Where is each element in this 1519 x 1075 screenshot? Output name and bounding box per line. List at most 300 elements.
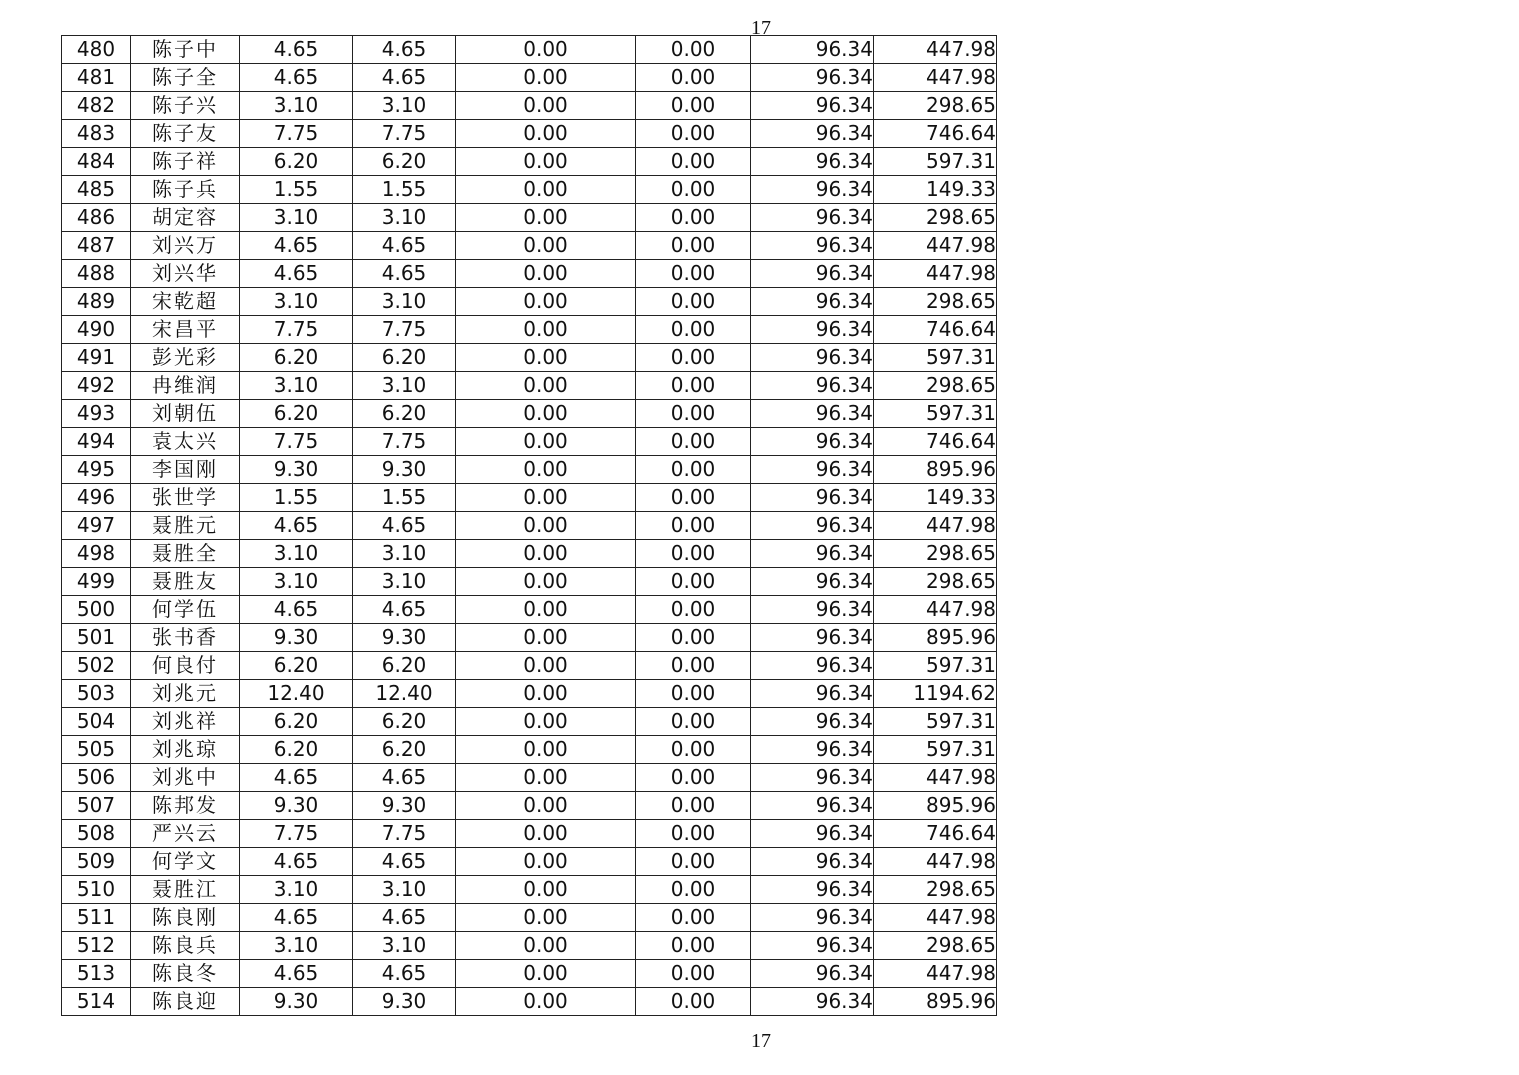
value-cell-b: 9.30 [353,456,456,484]
row-number-cell: 500 [62,596,131,624]
value-cell-c: 0.00 [456,344,636,372]
value-cell-a: 9.30 [240,624,353,652]
value-cell-a: 3.10 [240,92,353,120]
name-cell: 刘兆祥 [131,708,240,736]
value-cell-d: 0.00 [636,988,751,1016]
value-cell-c: 0.00 [456,232,636,260]
rate-cell: 96.34 [751,372,874,400]
value-cell-b: 9.30 [353,792,456,820]
name-cell: 陈子祥 [131,148,240,176]
rate-cell: 96.34 [751,904,874,932]
value-cell-d: 0.00 [636,400,751,428]
name-cell: 宋乾超 [131,288,240,316]
value-cell-a: 3.10 [240,288,353,316]
value-cell-d: 0.00 [636,456,751,484]
row-number-cell: 499 [62,568,131,596]
value-cell-c: 0.00 [456,568,636,596]
value-cell-d: 0.00 [636,736,751,764]
value-cell-a: 4.65 [240,232,353,260]
name-cell: 聂胜友 [131,568,240,596]
value-cell-a: 4.65 [240,512,353,540]
table-row [62,372,997,400]
table-row [62,400,997,428]
rate-cell: 96.34 [751,484,874,512]
row-number-cell: 481 [62,64,131,92]
table-row [62,36,997,64]
value-cell-b: 3.10 [353,288,456,316]
value-cell-b: 3.10 [353,540,456,568]
table-row [62,680,997,708]
value-cell-b: 6.20 [353,708,456,736]
name-cell: 刘兆琼 [131,736,240,764]
table-row [62,596,997,624]
name-cell: 何良付 [131,652,240,680]
table-row [62,876,997,904]
name-cell: 冉维润 [131,372,240,400]
value-cell-b: 6.20 [353,148,456,176]
value-cell-b: 4.65 [353,764,456,792]
value-cell-a: 4.65 [240,260,353,288]
amount-cell: 298.65 [874,92,997,120]
table-row [62,624,997,652]
value-cell-b: 7.75 [353,120,456,148]
amount-cell: 597.31 [874,708,997,736]
value-cell-a: 4.65 [240,764,353,792]
rate-cell: 96.34 [751,232,874,260]
value-cell-c: 0.00 [456,120,636,148]
amount-cell: 895.96 [874,456,997,484]
value-cell-a: 6.20 [240,400,353,428]
table-row [62,820,997,848]
value-cell-a: 7.75 [240,120,353,148]
value-cell-d: 0.00 [636,568,751,596]
row-number-cell: 484 [62,148,131,176]
value-cell-d: 0.00 [636,904,751,932]
name-cell: 陈子中 [131,36,240,64]
value-cell-b: 4.65 [353,260,456,288]
value-cell-a: 4.65 [240,64,353,92]
rate-cell: 96.34 [751,932,874,960]
table-row [62,176,997,204]
value-cell-c: 0.00 [456,36,636,64]
amount-cell: 895.96 [874,792,997,820]
value-cell-b: 4.65 [353,596,456,624]
amount-cell: 746.64 [874,820,997,848]
rate-cell: 96.34 [751,596,874,624]
amount-cell: 447.98 [874,960,997,988]
rate-cell: 96.34 [751,92,874,120]
value-cell-a: 3.10 [240,932,353,960]
value-cell-b: 4.65 [353,848,456,876]
rate-cell: 96.34 [751,204,874,232]
value-cell-c: 0.00 [456,148,636,176]
value-cell-c: 0.00 [456,680,636,708]
name-cell: 陈邦发 [131,792,240,820]
name-cell: 刘兆元 [131,680,240,708]
value-cell-d: 0.00 [636,932,751,960]
name-cell: 陈子兵 [131,176,240,204]
table-row [62,260,997,288]
value-cell-b: 4.65 [353,64,456,92]
name-cell: 聂胜元 [131,512,240,540]
row-number-cell: 480 [62,36,131,64]
table-row [62,960,997,988]
table-row [62,92,997,120]
rate-cell: 96.34 [751,400,874,428]
name-cell: 陈良兵 [131,932,240,960]
row-number-cell: 509 [62,848,131,876]
value-cell-b: 12.40 [353,680,456,708]
value-cell-a: 3.10 [240,568,353,596]
name-cell: 张世学 [131,484,240,512]
amount-cell: 597.31 [874,148,997,176]
amount-cell: 597.31 [874,736,997,764]
value-cell-a: 6.20 [240,708,353,736]
amount-cell: 298.65 [874,540,997,568]
value-cell-a: 4.65 [240,596,353,624]
amount-cell: 597.31 [874,652,997,680]
table-row [62,540,997,568]
amount-cell: 149.33 [874,176,997,204]
row-number-cell: 514 [62,988,131,1016]
value-cell-d: 0.00 [636,344,751,372]
value-cell-a: 7.75 [240,820,353,848]
data-table [61,35,997,1016]
value-cell-c: 0.00 [456,988,636,1016]
value-cell-b: 3.10 [353,876,456,904]
row-number-cell: 483 [62,120,131,148]
value-cell-c: 0.00 [456,316,636,344]
table-row [62,316,997,344]
value-cell-a: 7.75 [240,316,353,344]
value-cell-b: 9.30 [353,624,456,652]
amount-cell: 447.98 [874,64,997,92]
amount-cell: 895.96 [874,988,997,1016]
value-cell-d: 0.00 [636,540,751,568]
amount-cell: 447.98 [874,596,997,624]
amount-cell: 298.65 [874,876,997,904]
rate-cell: 96.34 [751,764,874,792]
value-cell-a: 6.20 [240,148,353,176]
value-cell-c: 0.00 [456,652,636,680]
rate-cell: 96.34 [751,288,874,316]
rate-cell: 96.34 [751,120,874,148]
value-cell-c: 0.00 [456,848,636,876]
value-cell-a: 3.10 [240,204,353,232]
value-cell-c: 0.00 [456,596,636,624]
amount-cell: 447.98 [874,36,997,64]
value-cell-b: 1.55 [353,176,456,204]
table-body [62,36,997,1016]
table-row [62,736,997,764]
value-cell-c: 0.00 [456,428,636,456]
name-cell: 李国刚 [131,456,240,484]
value-cell-c: 0.00 [456,372,636,400]
row-number-cell: 490 [62,316,131,344]
table-row [62,904,997,932]
amount-cell: 298.65 [874,568,997,596]
table-row [62,792,997,820]
value-cell-c: 0.00 [456,876,636,904]
value-cell-b: 7.75 [353,820,456,848]
amount-cell: 447.98 [874,512,997,540]
name-cell: 何学文 [131,848,240,876]
value-cell-b: 6.20 [353,736,456,764]
row-number-cell: 495 [62,456,131,484]
value-cell-b: 4.65 [353,512,456,540]
row-number-cell: 492 [62,372,131,400]
value-cell-a: 7.75 [240,428,353,456]
name-cell: 张书香 [131,624,240,652]
table-row [62,456,997,484]
value-cell-d: 0.00 [636,204,751,232]
row-number-cell: 491 [62,344,131,372]
value-cell-c: 0.00 [456,400,636,428]
value-cell-d: 0.00 [636,624,751,652]
value-cell-c: 0.00 [456,288,636,316]
amount-cell: 1194.62 [874,680,997,708]
rate-cell: 96.34 [751,680,874,708]
rate-cell: 96.34 [751,64,874,92]
value-cell-d: 0.00 [636,652,751,680]
row-number-cell: 494 [62,428,131,456]
value-cell-c: 0.00 [456,64,636,92]
row-number-cell: 501 [62,624,131,652]
value-cell-c: 0.00 [456,820,636,848]
name-cell: 袁太兴 [131,428,240,456]
value-cell-d: 0.00 [636,232,751,260]
value-cell-a: 3.10 [240,372,353,400]
value-cell-b: 4.65 [353,960,456,988]
table-row [62,568,997,596]
value-cell-c: 0.00 [456,260,636,288]
amount-cell: 597.31 [874,400,997,428]
value-cell-d: 0.00 [636,680,751,708]
row-number-cell: 498 [62,540,131,568]
row-number-cell: 503 [62,680,131,708]
value-cell-c: 0.00 [456,176,636,204]
value-cell-d: 0.00 [636,708,751,736]
amount-cell: 895.96 [874,624,997,652]
table-row [62,484,997,512]
value-cell-d: 0.00 [636,92,751,120]
value-cell-b: 3.10 [353,568,456,596]
amount-cell: 746.64 [874,316,997,344]
table-row [62,204,997,232]
table-row [62,848,997,876]
row-number-cell: 512 [62,932,131,960]
row-number-cell: 496 [62,484,131,512]
row-number-cell: 511 [62,904,131,932]
value-cell-d: 0.00 [636,148,751,176]
value-cell-b: 6.20 [353,652,456,680]
value-cell-a: 9.30 [240,456,353,484]
rate-cell: 96.34 [751,148,874,176]
value-cell-d: 0.00 [636,428,751,456]
page-number-top: 17 [751,17,771,39]
value-cell-d: 0.00 [636,176,751,204]
name-cell: 彭光彩 [131,344,240,372]
table-row [62,232,997,260]
amount-cell: 447.98 [874,848,997,876]
row-number-cell: 486 [62,204,131,232]
rate-cell: 96.34 [751,260,874,288]
name-cell: 刘兴华 [131,260,240,288]
rate-cell: 96.34 [751,736,874,764]
row-number-cell: 502 [62,652,131,680]
row-number-cell: 489 [62,288,131,316]
name-cell: 刘朝伍 [131,400,240,428]
value-cell-c: 0.00 [456,792,636,820]
rate-cell: 96.34 [751,36,874,64]
value-cell-c: 0.00 [456,624,636,652]
value-cell-b: 3.10 [353,372,456,400]
value-cell-c: 0.00 [456,932,636,960]
row-number-cell: 504 [62,708,131,736]
name-cell: 陈良刚 [131,904,240,932]
amount-cell: 298.65 [874,372,997,400]
name-cell: 宋昌平 [131,316,240,344]
value-cell-b: 9.30 [353,988,456,1016]
table-row [62,932,997,960]
value-cell-c: 0.00 [456,512,636,540]
table-row [62,120,997,148]
name-cell: 胡定容 [131,204,240,232]
value-cell-d: 0.00 [636,260,751,288]
value-cell-a: 4.65 [240,904,353,932]
value-cell-d: 0.00 [636,484,751,512]
row-number-cell: 506 [62,764,131,792]
rate-cell: 96.34 [751,316,874,344]
table-row [62,64,997,92]
table-row [62,764,997,792]
page-number-bottom: 17 [751,1030,771,1052]
value-cell-c: 0.00 [456,764,636,792]
name-cell: 严兴云 [131,820,240,848]
value-cell-c: 0.00 [456,92,636,120]
rate-cell: 96.34 [751,456,874,484]
rate-cell: 96.34 [751,708,874,736]
rate-cell: 96.34 [751,876,874,904]
amount-cell: 298.65 [874,932,997,960]
value-cell-c: 0.00 [456,960,636,988]
name-cell: 聂胜江 [131,876,240,904]
row-number-cell: 507 [62,792,131,820]
value-cell-c: 0.00 [456,708,636,736]
table-row [62,512,997,540]
value-cell-d: 0.00 [636,764,751,792]
value-cell-a: 6.20 [240,652,353,680]
name-cell: 刘兴万 [131,232,240,260]
rate-cell: 96.34 [751,820,874,848]
amount-cell: 298.65 [874,288,997,316]
value-cell-d: 0.00 [636,372,751,400]
value-cell-a: 6.20 [240,344,353,372]
value-cell-a: 12.40 [240,680,353,708]
value-cell-a: 6.20 [240,736,353,764]
table-row [62,708,997,736]
name-cell: 陈子全 [131,64,240,92]
name-cell: 陈子兴 [131,92,240,120]
value-cell-d: 0.00 [636,120,751,148]
value-cell-d: 0.00 [636,876,751,904]
amount-cell: 597.31 [874,344,997,372]
value-cell-a: 3.10 [240,876,353,904]
value-cell-a: 1.55 [240,176,353,204]
amount-cell: 447.98 [874,904,997,932]
table-row [62,428,997,456]
value-cell-b: 4.65 [353,232,456,260]
table-row [62,988,997,1016]
table-row [62,288,997,316]
rate-cell: 96.34 [751,652,874,680]
rate-cell: 96.34 [751,960,874,988]
row-number-cell: 497 [62,512,131,540]
table-row [62,148,997,176]
amount-cell: 447.98 [874,260,997,288]
value-cell-a: 9.30 [240,792,353,820]
rate-cell: 96.34 [751,988,874,1016]
value-cell-b: 4.65 [353,36,456,64]
name-cell: 陈良冬 [131,960,240,988]
row-number-cell: 487 [62,232,131,260]
rate-cell: 96.34 [751,428,874,456]
row-number-cell: 493 [62,400,131,428]
amount-cell: 447.98 [874,232,997,260]
value-cell-b: 1.55 [353,484,456,512]
name-cell: 陈良迎 [131,988,240,1016]
row-number-cell: 513 [62,960,131,988]
amount-cell: 298.65 [874,204,997,232]
value-cell-d: 0.00 [636,820,751,848]
amount-cell: 746.64 [874,428,997,456]
row-number-cell: 510 [62,876,131,904]
value-cell-a: 9.30 [240,988,353,1016]
row-number-cell: 485 [62,176,131,204]
row-number-cell: 505 [62,736,131,764]
value-cell-a: 1.55 [240,484,353,512]
value-cell-a: 4.65 [240,36,353,64]
rate-cell: 96.34 [751,540,874,568]
rate-cell: 96.34 [751,512,874,540]
value-cell-b: 7.75 [353,316,456,344]
value-cell-d: 0.00 [636,288,751,316]
value-cell-d: 0.00 [636,512,751,540]
name-cell: 刘兆中 [131,764,240,792]
value-cell-c: 0.00 [456,484,636,512]
value-cell-a: 4.65 [240,960,353,988]
value-cell-b: 3.10 [353,932,456,960]
row-number-cell: 482 [62,92,131,120]
value-cell-b: 6.20 [353,400,456,428]
value-cell-a: 3.10 [240,540,353,568]
value-cell-c: 0.00 [456,540,636,568]
value-cell-d: 0.00 [636,64,751,92]
value-cell-c: 0.00 [456,456,636,484]
row-number-cell: 508 [62,820,131,848]
rate-cell: 96.34 [751,848,874,876]
value-cell-b: 4.65 [353,904,456,932]
value-cell-b: 3.10 [353,204,456,232]
table-row [62,652,997,680]
name-cell: 何学伍 [131,596,240,624]
value-cell-d: 0.00 [636,960,751,988]
amount-cell: 746.64 [874,120,997,148]
rate-cell: 96.34 [751,344,874,372]
value-cell-d: 0.00 [636,848,751,876]
rate-cell: 96.34 [751,624,874,652]
rate-cell: 96.34 [751,176,874,204]
